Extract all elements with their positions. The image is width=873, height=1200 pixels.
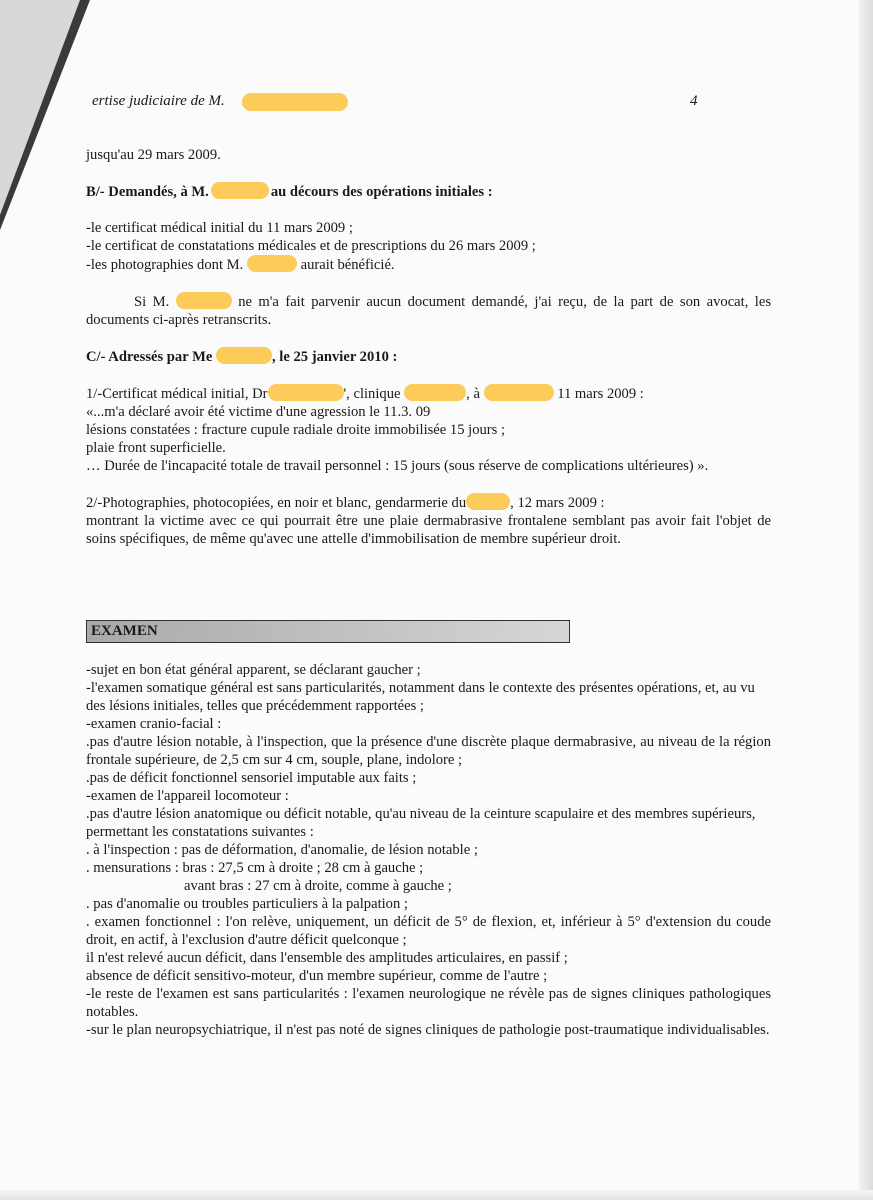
folded-corner-inner <box>0 0 80 215</box>
section-b-heading: B/- Demandés, à M. au décours des opérations initiales : <box>86 184 493 200</box>
note-paragraph: Si M. ne m'a fait parvenir aucun document demandé, j'ai reçu, de la part de son avocat, les documents ci-après retranscrits. <box>86 294 772 328</box>
exam-line: avant bras : 27 cm à droite, comme à gauche ; <box>184 878 452 894</box>
page-number: 4 <box>690 93 698 109</box>
quote-line: «...m'a déclaré avoir été victime d'une agression le 11.3. 09 <box>86 404 431 420</box>
exam-line: -sujet en bon état général apparent, se déclarant gaucher ; <box>86 662 421 678</box>
quote-line: lésions constatées : fracture cupule radiale droite immobilisée 15 jours ; <box>86 422 506 438</box>
exam-line: . pas d'anomalie ou troubles particuliers à la palpation ; <box>86 896 408 912</box>
header-title: ertise judiciaire de M. <box>92 93 225 109</box>
redaction-mark <box>176 292 232 309</box>
certificate-line: 1/-Certificat médical initial, Dr ', clinique , à 11 mars 2009 : <box>86 386 644 402</box>
redaction-mark <box>216 347 272 364</box>
exam-line: -examen de l'appareil locomoteur : <box>86 788 289 804</box>
exam-line: . à l'inspection : pas de déformation, d'anomalie, de lésion notable ; <box>86 842 478 858</box>
page-header <box>92 90 712 114</box>
redaction-mark <box>211 182 269 199</box>
exam-line: . examen fonctionnel : l'on relève, uniquement, un déficit de 5° de flexion, et, inférieur à 5° d'extension du coude droit, en actif, à l'exclusion d'autre déficit quelconque ; <box>86 914 771 948</box>
redaction-mark <box>242 93 348 111</box>
text-line: jusqu'au 29 mars 2009. <box>86 147 221 163</box>
redaction-mark <box>268 384 344 401</box>
redaction-mark <box>466 493 510 510</box>
list-item: -le certificat de constatations médicales et de prescriptions du 26 mars 2009 ; <box>86 238 536 254</box>
exam-line: il n'est relevé aucun déficit, dans l'ensemble des amplitudes articulaires, en passif ; <box>86 950 568 966</box>
document-body <box>86 146 771 1039</box>
list-item: -les photographies dont M. aurait bénéficié. <box>86 257 395 273</box>
page-edge-right <box>859 0 873 1200</box>
photo-line: 2/-Photographies, photocopiées, en noir et blanc, gendarmerie du , 12 mars 2009 : <box>86 495 605 511</box>
quote-line: … Durée de l'incapacité totale de travail personnel : 15 jours (sous réserve de complications ultérieures) ». <box>86 458 709 474</box>
quote-line: plaie front superficielle. <box>86 440 226 456</box>
list-item: -le certificat médical initial du 11 mars 2009 ; <box>86 220 353 236</box>
exam-line: -sur le plan neuropsychiatrique, il n'est pas noté de signes cliniques de pathologie post-traumatique individualisables. <box>86 1022 770 1038</box>
examen-heading: EXAMEN <box>86 620 570 643</box>
exam-line: .pas d'autre lésion notable, à l'inspection, que la présence d'une discrète plaque dermabrasive, au niveau de la région frontale supérieure, de 2,5 cm sur 4 cm, souple, plane, indolore ; <box>86 734 771 768</box>
exam-line: absence de déficit sensitivo-moteur, d'un membre supérieur, comme de l'autre ; <box>86 968 548 984</box>
redaction-mark <box>247 255 297 272</box>
exam-line: .pas d'autre lésion anatomique ou déficit notable, qu'au niveau de la ceinture scapulaire et des membres supérieurs, permettant les constatations suivantes : <box>86 806 756 840</box>
redaction-mark <box>484 384 554 401</box>
section-c-heading: C/- Adressés par Me , le 25 janvier 2010 : <box>86 349 398 365</box>
exam-line: . mensurations : bras : 27,5 cm à droite ; 28 cm à gauche ; <box>86 860 424 876</box>
exam-line: -examen cranio-facial : <box>86 716 222 732</box>
exam-line: .pas de déficit fonctionnel sensoriel imputable aux faits ; <box>86 770 417 786</box>
exam-line: -le reste de l'examen est sans particularités : l'examen neurologique ne révèle pas de signes cliniques pathologiques notables. <box>86 986 771 1020</box>
redaction-mark <box>404 384 466 401</box>
page-edge-bottom <box>0 1190 873 1200</box>
exam-line: -l'examen somatique général est sans particularités, notamment dans le contexte des présentes opérations, et, au vu des lésions initiales, telles que précédemment rapportées ; <box>86 680 755 714</box>
photo-description: montrant la victime avec ce qui pourrait être une plaie dermabrasive frontalene semblant pas avoir fait l'objet de soins spécifiques, de même qu'avec une attelle d'immobilisation de membre supérieur droit. <box>86 513 771 547</box>
